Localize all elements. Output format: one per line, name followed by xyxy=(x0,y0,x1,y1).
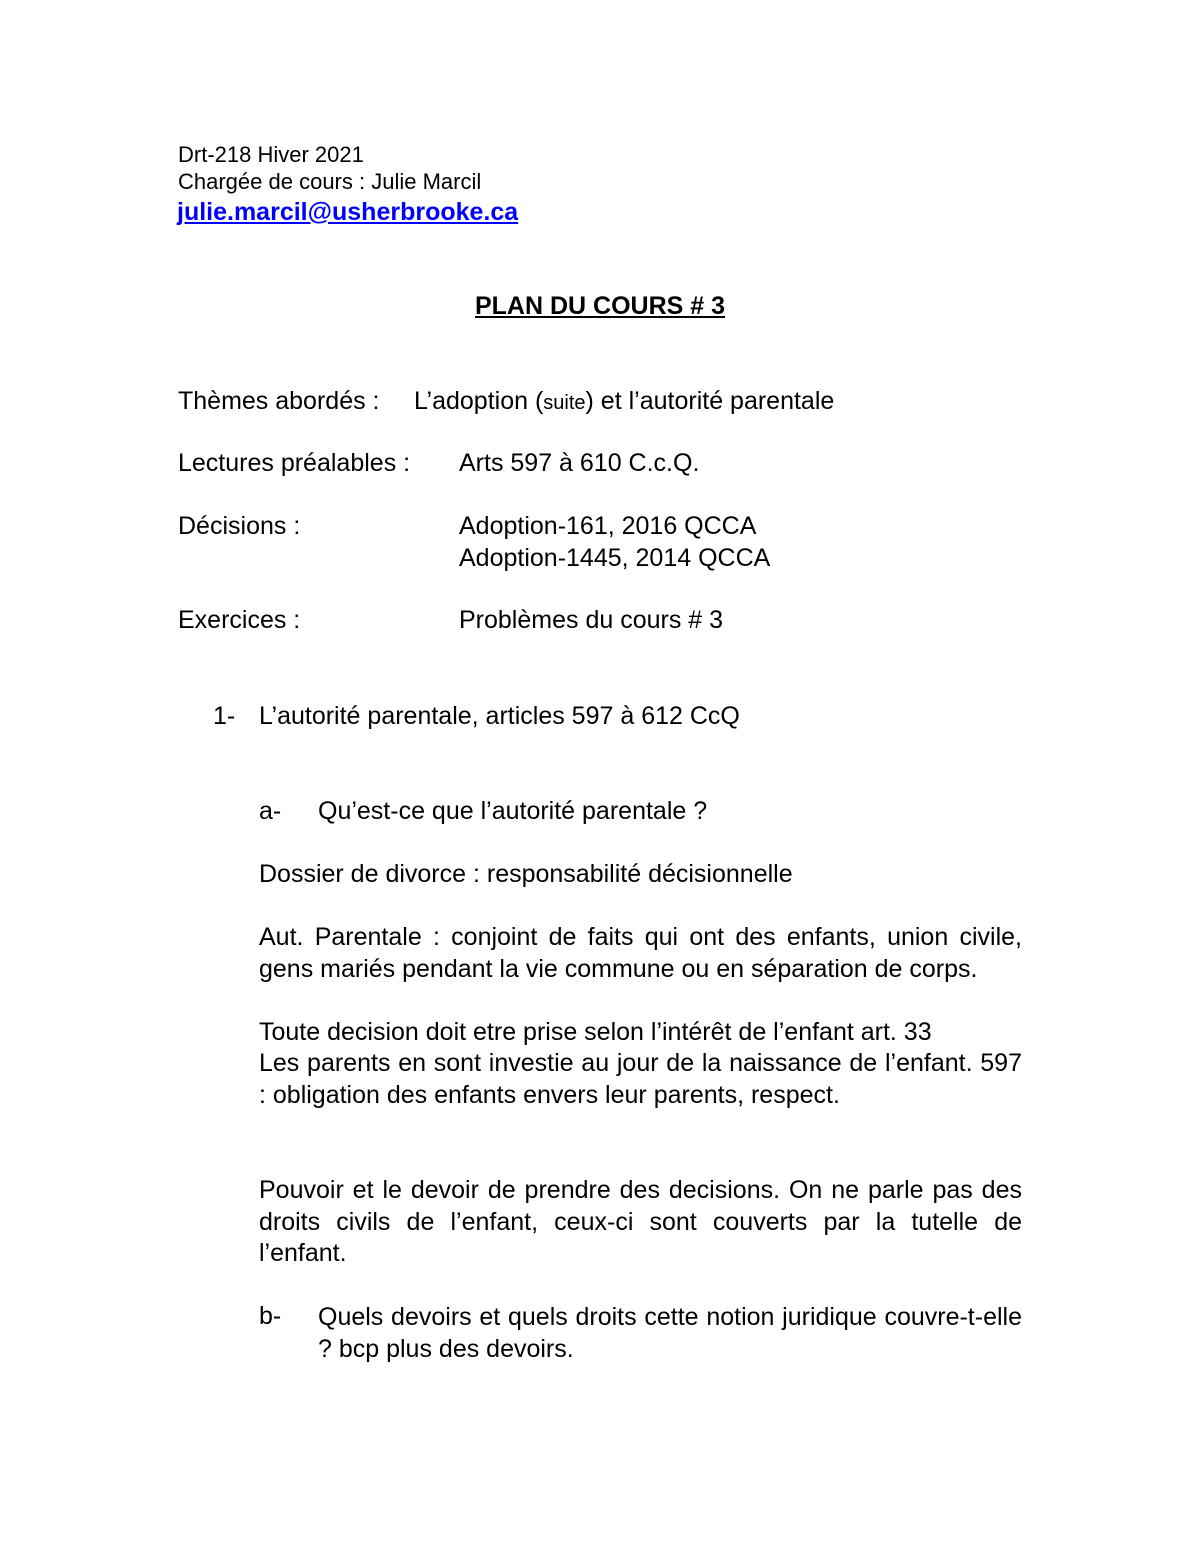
note-divorce: Dossier de divorce : responsabilité décisionnelle xyxy=(259,860,793,888)
item-a-text: Qu’est-ce que l’autorité parentale ? xyxy=(318,797,708,825)
decision-item: Adoption-1445, 2014 QCCA xyxy=(459,544,771,572)
item-b-marker: b- xyxy=(259,1302,282,1330)
note-parents: Les parents en sont investie au jour de la naissance de l’enfant. 597 : obligation des enfants envers leur parents, respect. xyxy=(259,1049,1022,1109)
themes-value xyxy=(414,386,834,419)
section-number: 1- xyxy=(213,702,236,730)
themes-label: Thèmes abordés : xyxy=(178,387,380,415)
decisions-label: Décisions : xyxy=(178,512,301,540)
section-heading: L’autorité parentale, articles 597 à 612 CcQ xyxy=(259,702,740,730)
page-title: PLAN DU COURS # 3 xyxy=(474,292,726,320)
decision-item: Adoption-161, 2016 QCCA xyxy=(459,512,757,540)
course-line: Drt-218 Hiver 2021 xyxy=(178,142,364,167)
exercises-label: Exercices : xyxy=(178,606,301,634)
email-link[interactable]: julie.marcil@usherbrooke.ca xyxy=(177,198,519,226)
item-a-marker: a- xyxy=(259,797,282,825)
note-aut-parentale: Aut. Parentale : conjoint de faits qui ont des enfants, union civile, gens mariés pendant la vie commune ou en séparation de corps. xyxy=(259,923,1022,983)
exercises-value: Problèmes du cours # 3 xyxy=(459,606,724,634)
themes-value-small: suite xyxy=(543,392,586,414)
item-b-text: Quels devoirs et quels droits cette notion juridique couvre-t-elle ? bcp plus des devoirs. xyxy=(318,1303,1022,1363)
themes-value-end: ) et l’autorité parentale xyxy=(585,387,835,415)
note-decision: Toute decision doit etre prise selon l’intérêt de l’enfant art. 33 xyxy=(259,1018,932,1046)
instructor-line: Chargée de cours : Julie Marcil xyxy=(178,169,482,194)
themes-value-start: L’adoption ( xyxy=(414,387,544,415)
note-pouvoir: Pouvoir et le devoir de prendre des decisions. On ne parle pas des droits civils de l’enfant, ceux-ci sont couverts par la tutelle de l’enfant. xyxy=(259,1176,1022,1267)
readings-value: Arts 597 à 610 C.c.Q. xyxy=(459,449,700,477)
readings-label: Lectures préalables : xyxy=(178,449,411,477)
